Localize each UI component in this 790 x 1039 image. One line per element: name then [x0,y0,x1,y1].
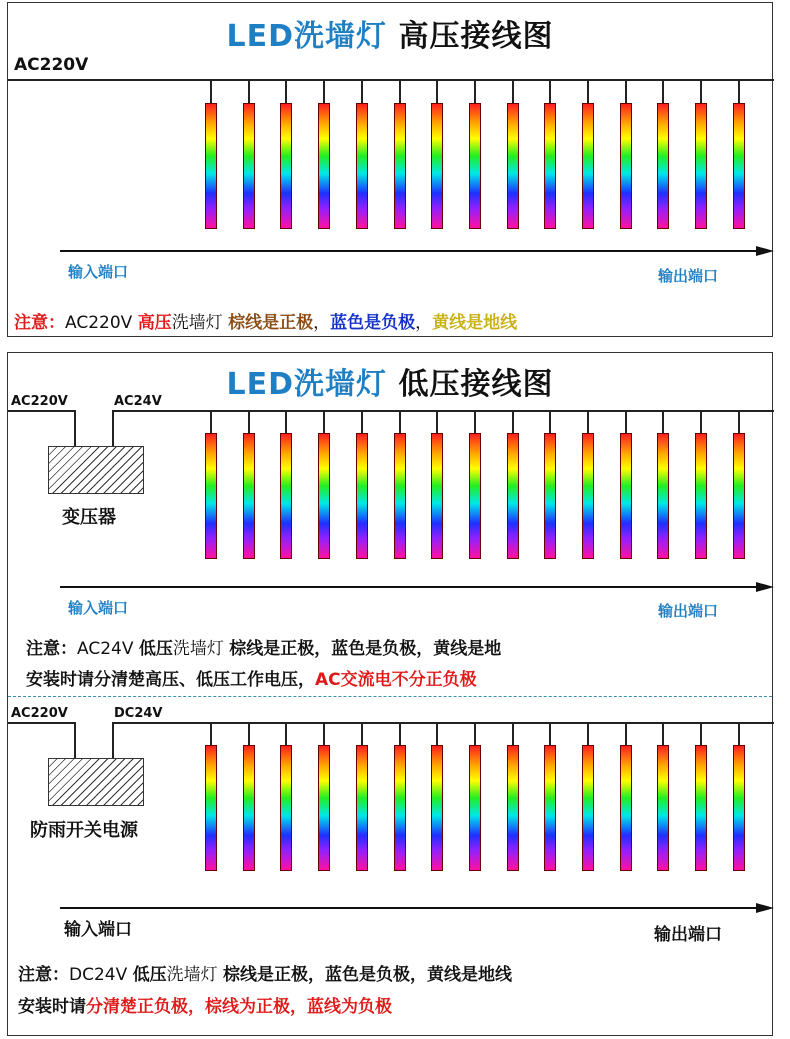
led-wall-washer-bar [280,745,292,871]
led-lead-wire [587,81,589,103]
output-voltage-label: AC24V [114,394,162,409]
led-wall-washer-bar [243,745,255,871]
led-lead-wire [512,81,514,103]
input-port-label: 输入端口 [68,599,129,617]
power-supply-box [48,758,144,806]
led-wall-washer-bar [620,745,632,871]
led-lead-wire [512,724,514,745]
led-wall-washer-bar [356,433,368,559]
led-lead-wire [399,724,401,745]
led-lead-wire [361,724,363,745]
led-wall-washer-bar [394,433,406,559]
led-lead-wire [662,81,664,103]
led-wall-washer-bar [507,745,519,871]
led-lead-wire [399,412,401,433]
install-note-text: 安装时请 [18,997,86,1017]
note-wire-colors: 棕线是正极，蓝色是负极，黄线是地线 [223,965,513,985]
led-wall-washer-bar [620,103,632,229]
led-lead-wire [700,81,702,103]
led-lead-wire [210,81,212,103]
note-yellow-wire: 黄线是地线 [432,313,518,333]
note-product: 洗墙灯 [172,639,230,659]
note-spec: DC24V [69,965,133,985]
led-lead-wire [549,81,551,103]
voltage-label: AC220V [14,55,89,75]
output-lead [112,410,114,446]
led-lead-wire [248,412,250,433]
power-line [8,79,774,81]
signal-arrow-line [60,586,758,588]
signal-arrow-line [60,250,758,252]
signal-arrow-head [756,582,774,592]
led-lead-wire [587,412,589,433]
install-note-warning: AC交流电不分正负极 [315,670,477,690]
led-lead-wire [361,81,363,103]
led-lead-wire [285,412,287,433]
led-lead-wire [700,724,702,745]
led-wall-washer-bar [695,745,707,871]
led-wall-washer-bar [582,103,594,229]
output-voltage-label: DC24V [114,706,163,721]
power-supply-label: 防雨开关电源 [30,820,138,841]
led-lead-wire [625,412,627,433]
wiring-note [18,960,512,985]
title-rest: 高压接线图 [398,19,554,54]
wiring-note [14,308,517,333]
led-wall-washer-bar [657,745,669,871]
note-type: 低压 [132,965,167,985]
led-wall-washer-bar [695,103,707,229]
led-wall-washer-bar [243,433,255,559]
led-lead-wire [738,81,740,103]
signal-arrow-line [60,907,758,909]
led-wall-washer-bar [733,433,745,559]
led-lead-wire [210,724,212,745]
led-wall-washer-bar [431,433,443,559]
led-lead-wire [512,412,514,433]
note-spec: AC220V [65,313,138,333]
install-note [18,992,392,1017]
led-wall-washer-bar [243,103,255,229]
led-lead-wire [474,724,476,745]
led-lead-wire [436,81,438,103]
led-lead-wire [210,412,212,433]
led-wall-washer-bar [657,103,669,229]
led-wall-washer-bar [544,103,556,229]
led-wall-washer-bar [318,103,330,229]
led-wall-washer-bar [431,103,443,229]
led-wall-washer-bar [394,103,406,229]
led-wall-washer-bar [205,103,217,229]
install-note-text: 安装时请分清楚高压、低压工作电压， [26,670,315,690]
led-lead-wire [323,81,325,103]
note-wire-colors: 棕线是正极，蓝色是负极，黄线是地 [229,639,502,659]
wiring-note [26,634,501,659]
section-divider [8,696,772,697]
led-lead-wire [436,724,438,745]
led-wall-washer-bar [507,103,519,229]
note-separator: ， [313,313,331,333]
note-product: 洗墙灯 [171,313,229,333]
input-line [8,722,76,724]
led-lead-wire [436,412,438,433]
led-wall-washer-bar [356,745,368,871]
output-port-label: 输出端口 [658,602,719,620]
input-voltage-label: AC220V [11,394,68,409]
led-lead-wire [248,81,250,103]
led-wall-washer-bar [620,433,632,559]
input-line [8,410,76,412]
signal-arrow-head [756,246,774,256]
transformer-label: 变压器 [62,507,116,528]
led-wall-washer-bar [280,103,292,229]
led-wall-washer-bar [582,745,594,871]
led-lead-wire [361,412,363,433]
output-lead [112,722,114,758]
title-rest: 低压接线图 [398,367,554,402]
led-wall-washer-bar [507,433,519,559]
led-lead-wire [662,724,664,745]
led-lead-wire [248,724,250,745]
note-product: 洗墙灯 [166,965,224,985]
led-wall-washer-bar [544,745,556,871]
led-wall-washer-bar [394,745,406,871]
led-wall-washer-bar [469,433,481,559]
led-wall-washer-bar [544,433,556,559]
led-lead-wire [738,724,740,745]
input-lead [74,722,76,758]
signal-arrow-head [756,903,774,913]
led-wall-washer-bar [318,433,330,559]
note-type: 高压 [137,313,172,333]
title-highlight: LED洗墙灯 [226,19,388,54]
led-wall-washer-bar [431,745,443,871]
led-lead-wire [738,412,740,433]
title-highlight: LED洗墙灯 [226,367,388,402]
input-port-label: 输入端口 [68,263,129,281]
input-lead [74,410,76,446]
low-voltage-panel [7,352,773,1036]
transformer-box [48,446,144,494]
led-wall-washer-bar [318,745,330,871]
install-note-warning: 分清楚正负极，棕线为正极，蓝线为负极 [86,997,392,1017]
led-lead-wire [549,412,551,433]
led-wall-washer-bar [469,745,481,871]
led-lead-wire [625,81,627,103]
note-type: 低压 [138,639,173,659]
led-wall-washer-bar [205,745,217,871]
led-wall-washer-bar [469,103,481,229]
panel-title [8,11,772,55]
output-port-label: 输出端口 [654,925,722,945]
output-port-label: 输出端口 [658,267,719,285]
led-wall-washer-bar [733,745,745,871]
install-note [26,665,477,690]
led-lead-wire [323,412,325,433]
note-blue-wire: 蓝色是负极 [330,313,416,333]
led-lead-wire [587,724,589,745]
note-prefix: 注意： [18,965,69,985]
led-wall-washer-bar [582,433,594,559]
led-lead-wire [474,81,476,103]
note-prefix: 注意： [26,639,77,659]
led-lead-wire [474,412,476,433]
led-lead-wire [399,81,401,103]
note-separator: ， [415,313,433,333]
led-wall-washer-bar [657,433,669,559]
note-spec: AC24V [77,639,139,659]
note-brown-wire: 棕线是正极 [228,313,314,333]
led-lead-wire [549,724,551,745]
led-lead-wire [662,412,664,433]
high-voltage-panel [7,2,773,337]
input-port-label: 输入端口 [64,920,132,940]
led-wall-washer-bar [280,433,292,559]
led-wall-washer-bar [695,433,707,559]
note-prefix: 注意： [14,313,65,333]
led-wall-washer-bar [733,103,745,229]
led-lead-wire [285,81,287,103]
led-lead-wire [285,724,287,745]
led-wall-washer-bar [356,103,368,229]
led-lead-wire [323,724,325,745]
input-voltage-label: AC220V [11,706,68,721]
led-lead-wire [700,412,702,433]
led-wall-washer-bar [205,433,217,559]
led-lead-wire [625,724,627,745]
